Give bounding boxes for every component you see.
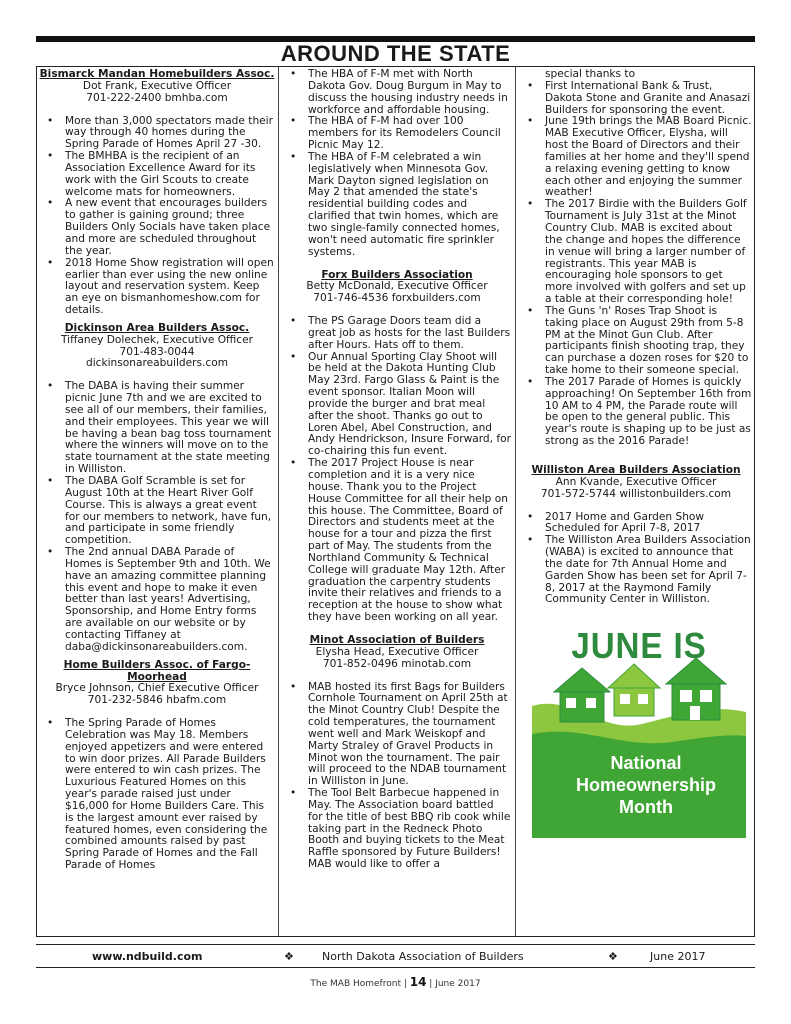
- forx-news-list: [281, 316, 513, 624]
- contact-officer: Dot Frank, Executive Officer: [82, 79, 232, 92]
- continued-text: special thanks to: [545, 68, 636, 80]
- minot-news-list-cont: [518, 81, 754, 448]
- dickinson-news-list: [38, 381, 276, 653]
- williston-news-list: [518, 512, 754, 607]
- fargo-news-list: [38, 718, 276, 872]
- list-item: • The 2017 Birdie with the Builders Golf Tournament is July 31st at the Minot Country Club. MAB is excited about the change and hopes the difference in venue will bring a larger number of registrants. This year MAB is encouraging hole sponsors to get more involved with golfers and set up a table at their corresponding hole!: [518, 199, 754, 306]
- footer-bar: [36, 944, 755, 968]
- contact-phone-web: 701-746-4536 forxbuilders.com: [313, 292, 481, 305]
- contact-phone-web: 701-572-5744 willistonbuilders.com: [540, 487, 732, 500]
- minot-news-list: [281, 682, 513, 872]
- list-item: • MAB hosted its first Bags for Builders Cornhole Tournament on April 25th at the Minot Country Club! Despite the cold temperatures, the tournament went well and Mark Weiskopf and Marty Straley of Gravel Products in Minot won the tournament. The pair will proceed to the NDAB tournament in Williston in June.: [281, 682, 513, 789]
- contact-officer: Elysha Head, Executive Officer: [315, 645, 479, 658]
- contact-officer: Ann Kvande, Executive Officer: [555, 475, 717, 488]
- section-title-fargo: Home Builders Assoc. of Fargo-Moorhead: [63, 658, 251, 683]
- diamond-separator-icon: ❖: [608, 950, 618, 963]
- list-item: • The HBA of F-M had over 100 members for its Remodelers Council Picnic May 12.: [281, 116, 513, 152]
- column-right: [518, 69, 754, 838]
- promo-line: National: [610, 753, 682, 774]
- list-item: • The PS Garage Doors team did a great job as hosts for the last Builders after Hours. Hats off to them.: [281, 316, 513, 352]
- promo-line: Homeownership: [575, 775, 717, 796]
- organization-name: North Dakota Association of Builders: [322, 950, 524, 963]
- contact-phone-web: 701-232-5846 hbafm.com: [87, 694, 227, 707]
- section-title-dickinson: Dickinson Area Builders Assoc.: [64, 321, 250, 334]
- column-divider: [515, 67, 516, 936]
- list-item: • The DABA is having their summer picnic June 7th and we are excited to see all of our members, their families, and their employees. This year we will be having a bean bag toss tournament where the winners will move on to the state tournament at the state meeting in Williston.: [38, 381, 276, 476]
- contact-web: dickinsonareabuilders.com: [85, 357, 229, 370]
- contact-phone-web: 701-222-2400 bmhba.com: [86, 91, 228, 104]
- contact-officer: Betty McDonald, Executive Officer: [306, 280, 488, 293]
- section-title-williston: Williston Area Builders Association: [531, 464, 741, 476]
- list-item: • First International Bank & Trust, Dakota Stone and Granite and Anasazi Builders for sponsoring the event.: [518, 81, 754, 117]
- bismarck-news-list: [38, 116, 276, 317]
- list-item: • The HBA of F-M met with North Dakota Gov. Doug Burgum in May to discuss the housing industry needs in workforce and affordable housing.: [281, 69, 513, 116]
- contact-phone-web: 701-852-0496 minotab.com: [322, 657, 472, 670]
- list-item: • More than 3,000 spectators made their way through 40 homes during the Spring Parade of Homes April 27 -30.: [38, 116, 276, 152]
- list-item: • A new event that encourages builders to gather is gaining ground; three Builders Only Socials have taken place and more are scheduled throughout the year.: [38, 198, 276, 257]
- list-item: • The DABA Golf Scramble is set for August 10th at the Heart River Golf Course. This is always a great event for our members to network, have fun, and participate in some friendly competition.: [38, 476, 276, 547]
- page-headline: AROUND THE STATE: [280, 41, 511, 66]
- column-divider: [278, 67, 279, 936]
- fargo-news-list-cont: [281, 69, 513, 259]
- promo-subtitle: [546, 752, 746, 818]
- list-item: • The HBA of F-M celebrated a win legislatively when Minnesota Gov. Mark Dayton signed legislation on May 2 that amended the state's residential building codes and clarified that twin homes, which are two single-family connected homes, won't need automatic fire sprinkler systems.: [281, 152, 513, 259]
- website-link[interactable]: www.ndbuild.com: [92, 950, 203, 963]
- section-title-bismarck: Bismarck Mandan Homebuilders Assoc.: [39, 68, 275, 80]
- list-item: • 2018 Home Show registration will open earlier than ever using the new online layout and reservation system. Keep an eye on bismanhomeshow.com for details.: [38, 258, 276, 317]
- publication-date: | June 2017: [426, 979, 481, 989]
- list-item: • The 2nd annual DABA Parade of Homes is September 9th and 10th. We have an amazing committee planning this event and hope to make it even better than last years! Advertising, Sponsorship, and Home Entry forms are available on our website or by contacting Tiffaney at daba@dickinsonareabuilders.com.: [38, 547, 276, 654]
- section-title-forx: Forx Builders Association: [321, 268, 473, 281]
- homeownership-month-graphic: [532, 620, 746, 838]
- page-number: 14: [409, 975, 427, 989]
- contact-phone: 701-483-0044: [119, 345, 195, 358]
- contact-officer: Tiffaney Dolechek, Executive Officer: [61, 333, 253, 346]
- contact-officer: Bryce Johnson, Chief Executive Officer: [55, 682, 259, 695]
- list-item: • The Spring Parade of Homes Celebration was May 18. Members enjoyed appetizers and were entered to win door prizes. All Parade Builders were entered to win cash prizes. The Luxurious Featured Homes on this year's parade raised just under $16,000 for Home Builders Care. This is the largest amount ever raised by featured homes, even considering the combined amounts raised by past Spring Parade of Homes and the Fall Parade of Homes: [38, 718, 276, 872]
- list-item: • The Guns 'n' Roses Trap Shoot is taking place on August 29th from 5-8 PM at the Minot Gun Club. After participants finish shooting trap, they can purchase a dozen roses for $20 to take home to their someone special.: [518, 306, 754, 377]
- diamond-separator-icon: ❖: [284, 950, 294, 963]
- column-middle: [281, 69, 513, 871]
- column-left: [38, 69, 276, 872]
- publication-name: The MAB Homefront |: [310, 979, 410, 989]
- issue-date: June 2017: [650, 950, 706, 963]
- promo-line: Month: [619, 797, 673, 818]
- list-item: • The 2017 Project House is near completion and it is a very nice house. Thank you to the Project House Committee for all their help on this house. The Committee, Board of Directors and students meet at the house for a tour and pizza the first part of May. The students from the Northland Community & Technical College will graduate May 12th. After graduation the carpentry students invite their relatives and friends to a reception at the house to show what they have been working on all year.: [281, 458, 513, 624]
- section-title-minot: Minot Association of Builders: [309, 633, 485, 646]
- list-item: • June 19th brings the MAB Board Picnic. MAB Executive Officer, Elysha, will host the Board of Directors and their families at her home and they'll spend a relaxing evening getting to know each other and enjoying the summer weather!: [518, 116, 754, 199]
- list-item: • The Williston Area Builders Association (WABA) is excited to announce that the date for 7th Annual Home and Garden Show has been set for April 7-8, 2017 at the Raymond Family Community Center in Williston.: [518, 535, 754, 606]
- page-number-line: [0, 975, 791, 989]
- list-item: • The 2017 Parade of Homes is quickly approaching! On September 16th from 10 AM to 4 PM, the Parade route will be open to the general public. This year's route is shaping up to be just as strong as the 2016 Parade!: [518, 377, 754, 448]
- list-item: • 2017 Home and Garden Show Scheduled for April 7-8, 2017: [518, 512, 754, 536]
- list-item: • The BMHBA is the recipient of an Association Excellence Award for its work with the Girl Scouts to create welcome mats for homeowners.: [38, 151, 276, 198]
- promo-title: JUNE IS: [571, 625, 707, 667]
- list-item: • Our Annual Sporting Clay Shoot will be held at the Dakota Hunting Club May 23rd. Fargo Glass & Paint is the event sponsor. Italian Moon will provide the burger and brat meal after the shoot. Thanks go out to Loren Abel, Abel Construction, and Andy Hendrickson, Insure Forward, for co-chairing this fun event.: [281, 352, 513, 459]
- list-item: • The Tool Belt Barbecue happened in May. The Association board battled for the title of best BBQ rib cook while taking part in the Redneck Photo Booth and buying tickets to the Meat Raffle sponsored by Future Builders! MAB would like to offer a: [281, 788, 513, 871]
